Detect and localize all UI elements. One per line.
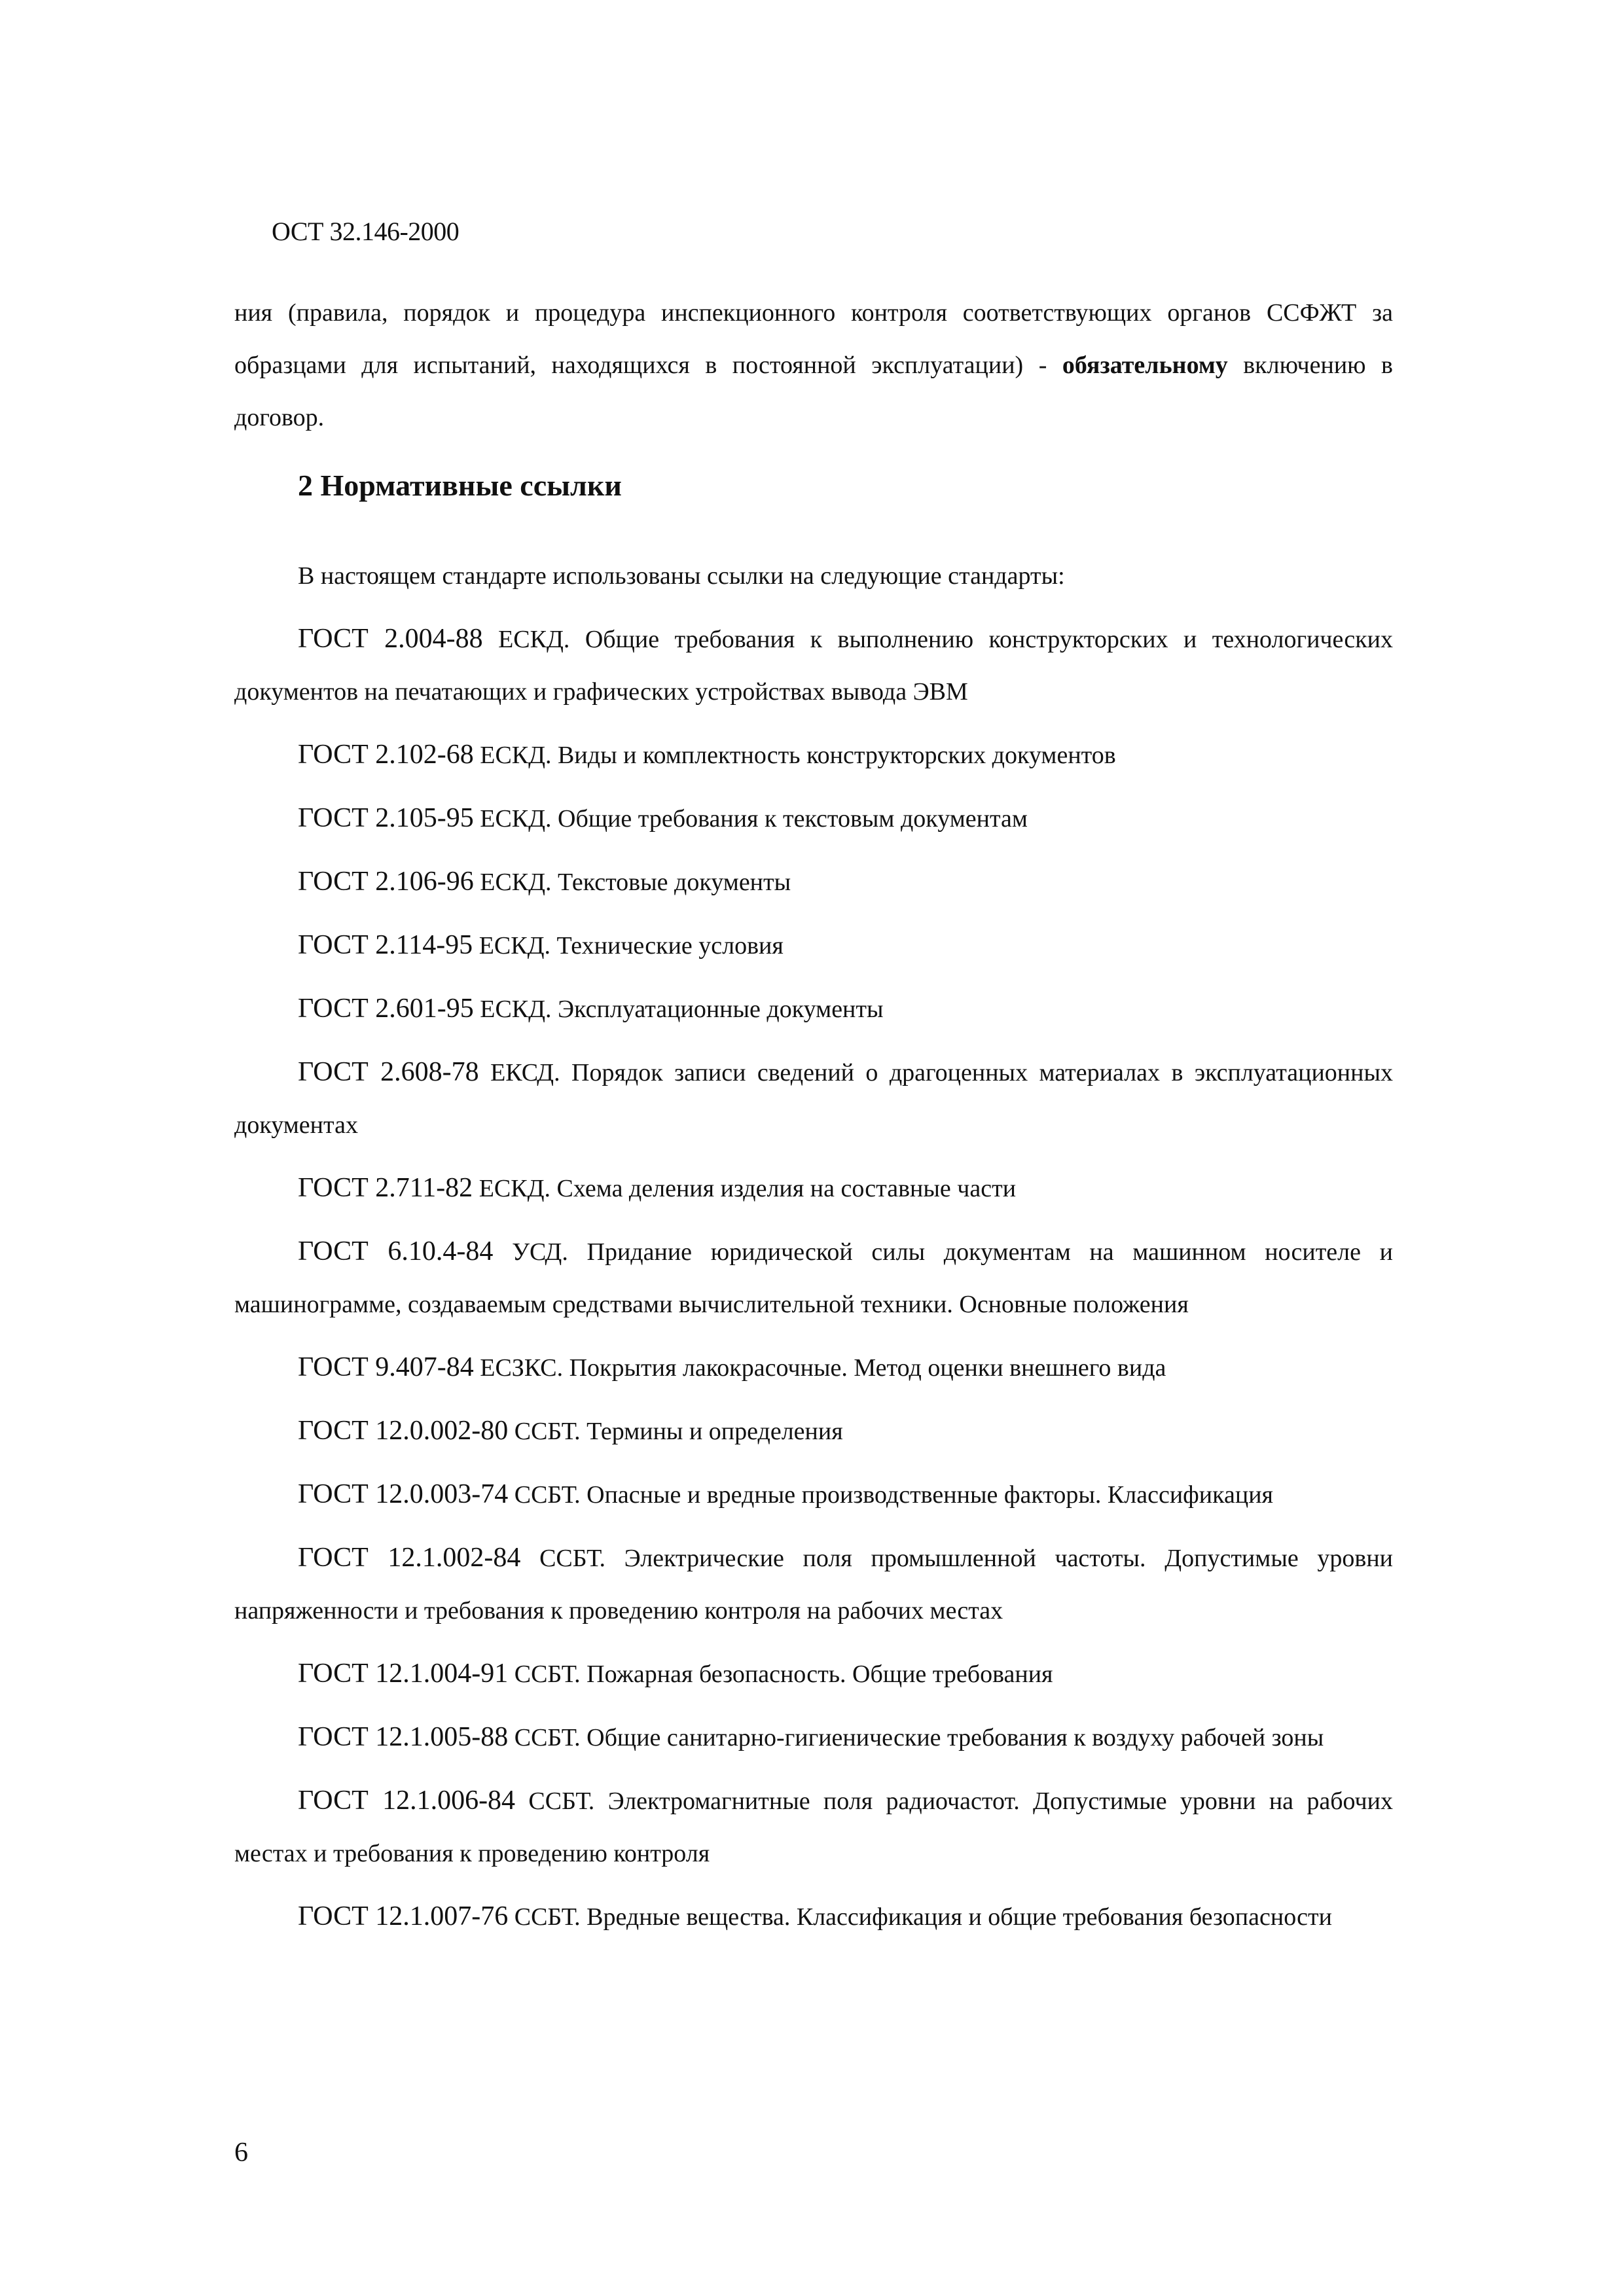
- reference-item: [234, 1405, 1393, 1458]
- reference-code: ГОСТ 12.0.003-74: [298, 1479, 509, 1509]
- reference-code: ГОСТ 2.106-96: [298, 867, 474, 897]
- reference-text: ССБТ. Общие санитарно-гигиенические требования к воздуху рабочей зоны: [508, 1724, 1324, 1751]
- reference-text: ССБТ. Электромагнитные поля радиочастот. Допустимые уровни на рабочих местах и требования к проведению контроля: [234, 1787, 1393, 1867]
- references-lead: В настоящем стандарте использованы ссылки на следующие стандарты:: [298, 562, 1065, 590]
- reference-code: ГОСТ 2.105-95: [298, 803, 474, 833]
- reference-text: ССБТ. Термины и определения: [508, 1418, 843, 1445]
- intro-text: ния (правила, порядок и процедура инспекционного контроля соответствующих органов ССФЖТ за образцами для испытаний, находящихся в постоянной эксплуатации) -: [234, 299, 1393, 379]
- reference-text: ССБТ. Электрические поля промышленной частоты. Допустимые уровни напряженности и требования к проведению контроля на рабочих местах: [234, 1545, 1393, 1624]
- reference-text: ЕСКД. Виды и комплектность конструкторских документов: [473, 742, 1116, 769]
- reference-text: ЕСКД. Общие требования к текстовым документам: [473, 805, 1028, 833]
- section-title: 2 Нормативные ссылки: [298, 469, 622, 502]
- intro-paragraph: [234, 287, 1393, 444]
- reference-item: [234, 1341, 1393, 1394]
- reference-item: [234, 1774, 1393, 1880]
- intro-bold-text: обязательному: [1062, 351, 1228, 379]
- reference-code: ГОСТ 12.1.007-76: [298, 1901, 509, 1931]
- reference-item: [234, 1532, 1393, 1637]
- reference-text: ЕСКД. Текстовые документы: [473, 869, 791, 896]
- reference-item: [234, 792, 1393, 845]
- reference-item: [234, 1468, 1393, 1521]
- reference-code: ГОСТ 12.1.006-84: [298, 1785, 516, 1816]
- reference-text: ССБТ. Вредные вещества. Классификация и общие требования безопасности: [508, 1903, 1332, 1931]
- references-list: [234, 550, 1393, 1954]
- reference-text: ЕСКД. Эксплуатационные документы: [473, 996, 884, 1023]
- reference-code: ГОСТ 9.407-84: [298, 1352, 474, 1382]
- reference-code: ГОСТ 12.1.004-91: [298, 1659, 509, 1689]
- page-number: 6: [234, 2138, 248, 2168]
- reference-item: [234, 1647, 1393, 1700]
- reference-text: ЕСКД. Общие требования к выполнению конструкторских и технологических документов на печатающих и графических устройствах вывода ЭВМ: [234, 626, 1394, 706]
- reference-code: ГОСТ 2.711-82: [298, 1173, 473, 1203]
- reference-code: ГОСТ 6.10.4-84: [298, 1236, 494, 1266]
- reference-item: [234, 1890, 1393, 1943]
- reference-text: ССБТ. Опасные и вредные производственные факторы. Классификация: [508, 1481, 1274, 1509]
- reference-item: [234, 728, 1393, 781]
- reference-code: ГОСТ 12.0.002-80: [298, 1416, 509, 1446]
- reference-code: ГОСТ 12.1.002-84: [298, 1543, 521, 1573]
- reference-item: [234, 919, 1393, 972]
- document-header: ОСТ 32.146-2000: [272, 217, 460, 246]
- reference-item: [234, 1225, 1393, 1331]
- reference-item: [234, 982, 1393, 1035]
- intro-tail-text: включению в договор.: [234, 351, 1393, 431]
- reference-item: [234, 613, 1393, 718]
- reference-text: ССБТ. Пожарная безопасность. Общие требования: [508, 1660, 1053, 1688]
- reference-item: [234, 1711, 1393, 1764]
- reference-text: ЕСЗКС. Покрытия лакокрасочные. Метод оценки внешнего вида: [473, 1354, 1166, 1382]
- reference-code: ГОСТ 2.004-88: [298, 624, 483, 654]
- reference-text: ЕСКД. Схема деления изделия на составные части: [473, 1175, 1017, 1202]
- reference-code: ГОСТ 2.601-95: [298, 994, 474, 1024]
- reference-code: ГОСТ 12.1.005-88: [298, 1722, 509, 1752]
- reference-text: ЕСКД. Технические условия: [473, 932, 784, 960]
- reference-code: ГОСТ 2.102-68: [298, 740, 474, 770]
- reference-item: [234, 1162, 1393, 1215]
- reference-item: [234, 1046, 1393, 1151]
- reference-text: УСД. Придание юридической силы документам на машинном носителе и машинограмме, создаваемым средствами вычислительной техники. Основные положения: [234, 1238, 1393, 1318]
- reference-text: ЕКСД. Порядок записи сведений о драгоценных материалах в эксплуатационных документах: [234, 1059, 1394, 1139]
- reference-code: ГОСТ 2.114-95: [298, 930, 473, 960]
- reference-item: [234, 855, 1393, 908]
- reference-code: ГОСТ 2.608-78: [298, 1057, 479, 1087]
